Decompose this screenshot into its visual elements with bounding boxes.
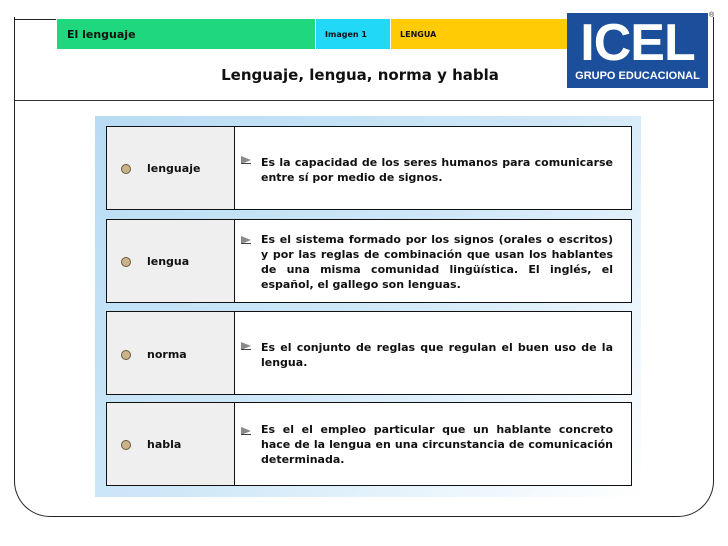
logo-main-text: ICEL <box>580 14 695 72</box>
arrow-icon <box>241 236 251 244</box>
logo-sub-text: GRUPO EDUCACIONAL <box>575 70 700 82</box>
term-cell <box>107 403 235 485</box>
arrow-icon <box>241 427 251 435</box>
term-label: norma <box>147 348 187 361</box>
page-title <box>0 66 728 84</box>
header-stub <box>15 19 56 50</box>
bullet-icon <box>121 350 131 360</box>
page-title-text: Lenguaje, lengua, norma y habla <box>221 66 499 84</box>
concept-row-lenguaje <box>106 126 632 210</box>
definition-text: Es el conjunto de reglas que regulan el buen uso de la lengua. <box>261 341 613 369</box>
bullet-icon <box>121 164 131 174</box>
term-cell <box>107 127 235 209</box>
concept-row-habla <box>106 402 632 486</box>
term-label: lenguaje <box>147 162 201 175</box>
definition-text: Es el el empleo particular que un hablante concreto hace de la lengua en una circunstancia de comunicación determinada. <box>261 423 613 466</box>
definition-text: Es la capacidad de los seres humanos para comunicarse entre sí por medio de signos. <box>261 156 613 184</box>
concept-row-lengua <box>106 219 632 303</box>
arrow-icon <box>241 156 251 164</box>
definition-text: Es el sistema formado por los signos (orales o escritos) y por las reglas de combinación que usan los hablantes de una misma comunidad lingüística. El inglés, el español, el gallego son lenguas. <box>261 233 613 291</box>
arrow-icon <box>241 342 251 350</box>
term-label: lengua <box>147 255 190 268</box>
term-label: habla <box>147 438 182 451</box>
term-cell <box>107 312 235 394</box>
term-cell <box>107 220 235 302</box>
header-divider <box>15 100 713 101</box>
concept-row-norma <box>106 311 632 395</box>
bullet-icon <box>121 257 131 267</box>
header-image-label: Imagen 1 <box>316 19 390 49</box>
bullet-icon <box>121 440 131 450</box>
registered-mark: ® <box>709 12 715 19</box>
header-subject: LENGUA <box>391 19 567 49</box>
header-section-title: El lenguaje <box>57 19 315 49</box>
